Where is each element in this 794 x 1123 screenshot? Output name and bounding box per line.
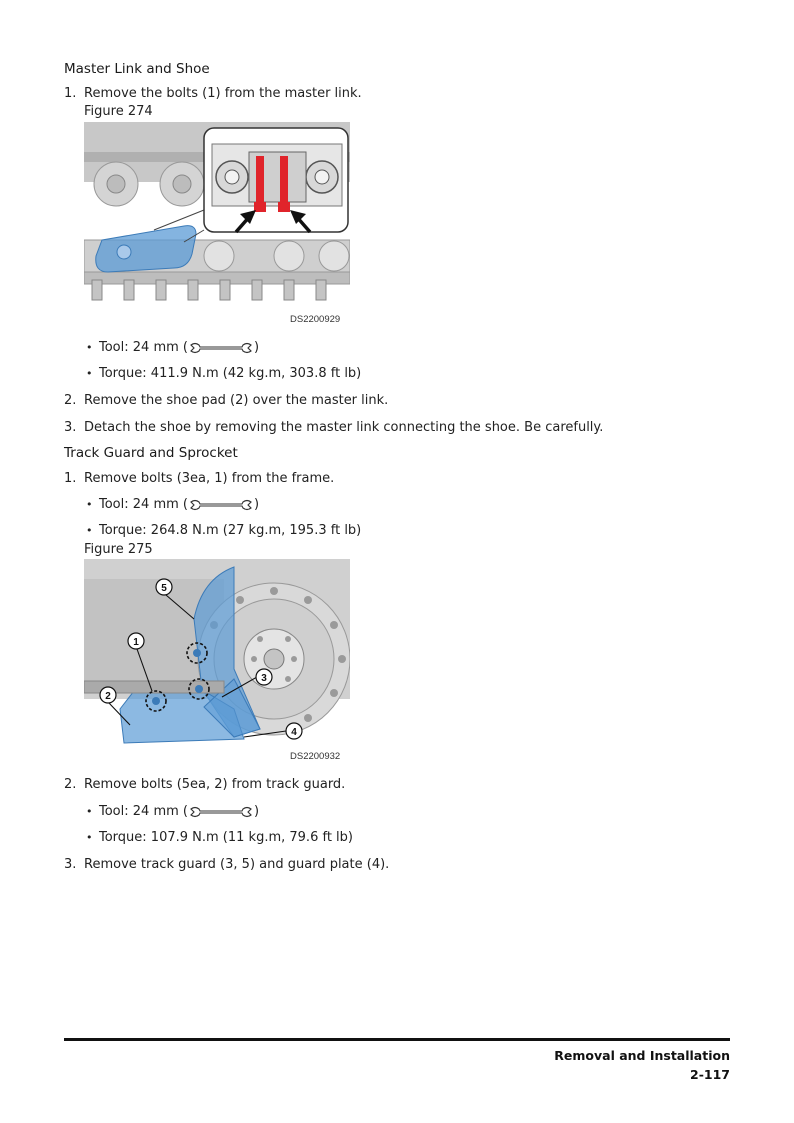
bullet-dot: •	[86, 831, 93, 844]
figure-275-illustration	[84, 559, 350, 765]
section-heading-master-link: Master Link and Shoe	[64, 61, 210, 77]
step-item	[64, 420, 603, 436]
step-text: Remove track guard (3, 5) and guard plate (4).	[84, 857, 390, 872]
tool-text-pre: Tool: 24 mm (	[99, 340, 188, 355]
figure-code: DS2200929	[290, 314, 341, 325]
callout-4-label: 4	[291, 727, 297, 738]
step-text: Detach the shoe by removing the master link connecting the shoe. Be carefully.	[84, 420, 604, 435]
step-text: Remove bolts (5ea, 2) from track guard.	[84, 777, 346, 792]
figure-label: Figure 275	[84, 542, 153, 557]
bullet-dot: •	[86, 341, 93, 354]
step-number: 1.	[64, 471, 77, 486]
step-text: Remove bolts (3ea, 1) from the frame.	[84, 471, 335, 486]
wrench-icon	[188, 341, 254, 355]
figure-275	[84, 559, 350, 765]
tool-text-post: )	[253, 497, 260, 512]
step-item	[64, 86, 362, 102]
step-number: 1.	[64, 86, 77, 101]
bullet-dot: •	[86, 498, 93, 511]
torque-text: Torque: 264.8 N.m (27 kg.m, 195.3 ft lb)	[99, 523, 362, 538]
step-item	[64, 777, 345, 793]
wrench-icon	[188, 805, 254, 819]
step-number: 2.	[64, 393, 77, 408]
bullet-tool	[86, 804, 259, 820]
step-item	[64, 471, 334, 487]
section-heading-track-guard: Track Guard and Sprocket	[64, 445, 238, 461]
callout-1-label: 1	[133, 637, 139, 648]
tool-text-post: )	[253, 804, 260, 819]
bullet-tool	[86, 497, 259, 513]
tool-text-pre: Tool: 24 mm (	[99, 804, 188, 819]
page-number: 2-117	[690, 1067, 730, 1082]
bullet-torque	[86, 830, 353, 846]
footer-section-title: Removal and Installation	[554, 1048, 730, 1063]
step-item	[64, 393, 388, 409]
bullet-tool	[86, 340, 259, 356]
step-number: 3.	[64, 857, 77, 872]
step-text: Remove the bolts (1) from the master link.	[84, 86, 362, 101]
bullet-dot: •	[86, 367, 93, 380]
figure-label: Figure 274	[84, 104, 153, 119]
figure-274	[84, 122, 350, 328]
callout-5-label: 5	[161, 583, 167, 594]
step-number: 3.	[64, 420, 77, 435]
footer-rule	[64, 1038, 730, 1041]
bullet-torque	[86, 366, 361, 382]
torque-text: Torque: 411.9 N.m (42 kg.m, 303.8 ft lb)	[99, 366, 362, 381]
bullet-torque	[86, 523, 361, 539]
step-text: Remove the shoe pad (2) over the master link.	[84, 393, 389, 408]
wrench-icon	[188, 498, 254, 512]
step-item	[64, 857, 389, 873]
figure-code: DS2200932	[290, 751, 341, 762]
tool-text-post: )	[253, 340, 260, 355]
bullet-dot: •	[86, 805, 93, 818]
tool-text-pre: Tool: 24 mm (	[99, 497, 188, 512]
bullet-dot: •	[86, 524, 93, 537]
callout-3-label: 3	[261, 673, 267, 684]
torque-text: Torque: 107.9 N.m (11 kg.m, 79.6 ft lb)	[99, 830, 353, 845]
figure-274-illustration	[84, 122, 350, 328]
callout-2-label: 2	[105, 691, 111, 702]
step-number: 2.	[64, 777, 77, 792]
